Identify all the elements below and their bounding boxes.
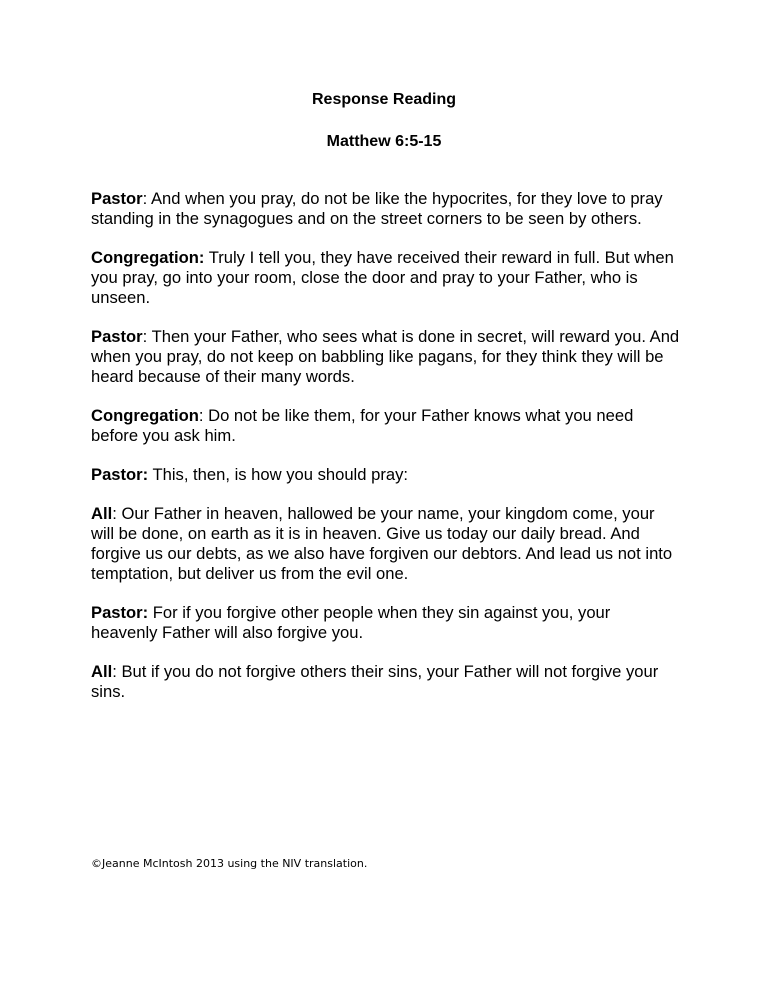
reading-paragraph xyxy=(91,406,681,446)
speaker-label: Congregation xyxy=(91,406,199,425)
speaker-label: Pastor: xyxy=(91,465,149,484)
scripture-reference: Matthew 6:5-15 xyxy=(326,133,442,150)
reading-text: Our Father in heaven, hallowed be your name, your kingdom come, your will be done, on earth as it is in heaven. Give us today our daily bread. And forgive us our debts, as we also have forgiven our debtors. And lead us not into temptation, but deliver us from the evil one. xyxy=(91,504,673,583)
speaker-label: Pastor xyxy=(91,327,143,346)
reading-paragraph xyxy=(91,504,681,584)
reading-text: Do not be like them, for your Father knows what you need before you ask him. xyxy=(91,406,634,445)
reading-paragraph xyxy=(91,327,681,387)
speaker-label: Pastor xyxy=(91,189,143,208)
reading-text: For if you forgive other people when they sin against you, your heavenly Father will also forgive you. xyxy=(91,603,611,642)
reading-body xyxy=(91,189,681,721)
speaker-label: All xyxy=(91,504,113,523)
document-title: Response Reading xyxy=(311,91,457,108)
reading-paragraph xyxy=(91,465,681,485)
reading-paragraph xyxy=(91,189,681,229)
reading-text: Then your Father, who sees what is done in secret, will reward you. And when you pray, do not keep on babbling like pagans, for they think they will be heard because of their many words. xyxy=(91,327,680,386)
reading-paragraph xyxy=(91,662,681,702)
reading-text: Truly I tell you, they have received their reward in full. But when you pray, go into your room, close the door and pray to your Father, who is unseen. xyxy=(91,248,674,307)
copyright-footer: ©Jeanne McIntosh 2013 using the NIV translation. xyxy=(91,857,368,870)
speaker-label: Pastor: xyxy=(91,603,149,622)
speaker-separator: : xyxy=(112,662,122,681)
speaker-label: Congregation: xyxy=(91,248,205,267)
reading-paragraph xyxy=(91,603,681,643)
reading-paragraph xyxy=(91,248,681,308)
speaker-separator: : xyxy=(142,189,151,208)
reading-text: This, then, is how you should pray: xyxy=(152,465,408,484)
speaker-label: All xyxy=(91,662,113,681)
reading-text: But if you do not forgive others their sins, your Father will not forgive your sins. xyxy=(91,662,659,701)
speaker-separator: : xyxy=(142,327,152,346)
speaker-separator: : xyxy=(198,406,209,425)
reading-text: And when you pray, do not be like the hypocrites, for they love to pray standing in the synagogues and on the street corners to be seen by others. xyxy=(91,189,663,228)
speaker-separator: : xyxy=(112,504,122,523)
